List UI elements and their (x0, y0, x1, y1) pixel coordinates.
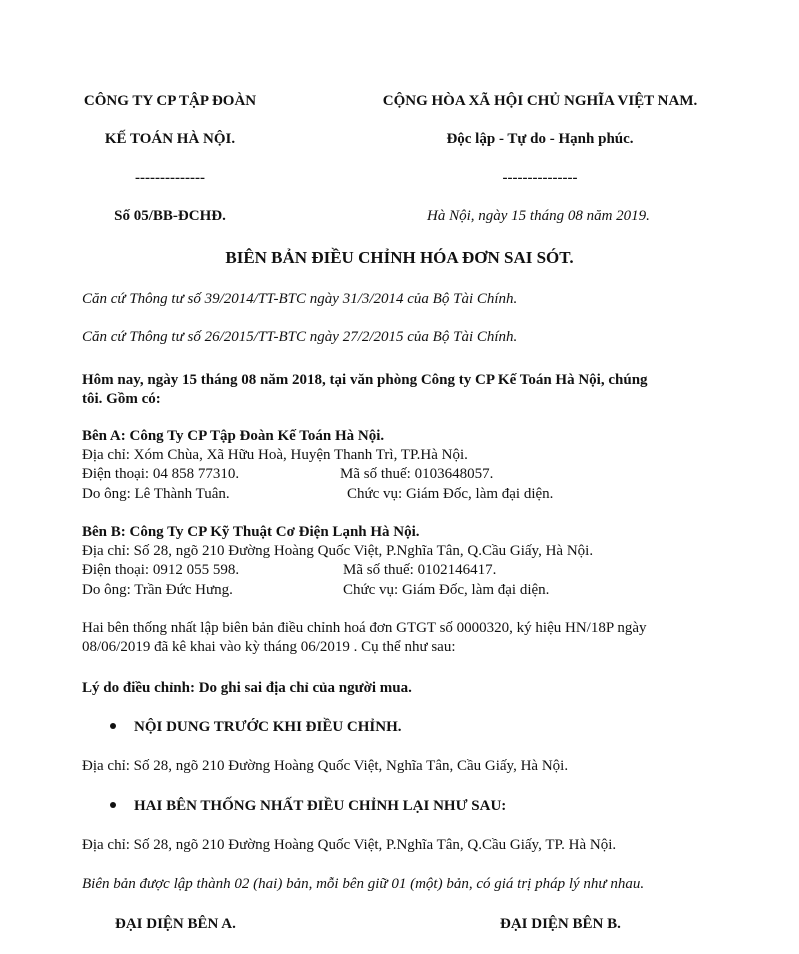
signature-party-a: ĐẠI DIỆN BÊN A. (115, 916, 236, 932)
party-b-phone: Điện thoại: 0912 055 598. (82, 562, 240, 578)
section-before-content: Địa chỉ: Số 28, ngõ 210 Đường Hoàng Quốc Việt, Nghĩa Tân, Cầu Giấy, Hà Nội. (82, 758, 569, 774)
nation-name: CỘNG HÒA XÃ HỘI CHỦ NGHĨA VIỆT NAM. (382, 93, 698, 109)
adjustment-reason: Lý do điều chỉnh: Do ghi sai địa chỉ của người mua. (82, 680, 412, 696)
nation-motto: Độc lập - Tự do - Hạnh phúc. (446, 131, 634, 147)
section-after-content: Địa chỉ: Số 28, ngõ 210 Đường Hoàng Quốc Việt, P.Nghĩa Tân, Q.Cầu Giấy, TP. Hà Nội. (82, 837, 617, 853)
intro-line-2: tôi. Gồm có: (82, 391, 161, 407)
party-a-heading: Bên A: Công Ty CP Tập Đoàn Kế Toán Hà Nội. (82, 428, 385, 444)
party-a-tax: Mã số thuế: 0103648057. (340, 466, 494, 482)
company-name-line2: KẾ TOÁN HÀ NỘI. (104, 131, 236, 147)
agreement-line-1: Hai bên thống nhất lập biên bản điều chỉnh hoá đơn GTGT số 0000320, ký hiệu HN/18P ngày (82, 620, 647, 636)
party-b-position: Chức vụ: Giám Đốc, làm đại diện. (343, 582, 550, 598)
signature-party-b: ĐẠI DIỆN BÊN B. (500, 916, 621, 932)
party-a-address: Địa chỉ: Xóm Chùa, Xã Hữu Hoà, Huyện Thanh Trì, TP.Hà Nội. (82, 447, 468, 463)
bullet-icon (110, 723, 116, 729)
section-after-heading (110, 796, 506, 816)
section-after-heading-text: HAI BÊN THỐNG NHẤT ĐIỀU CHỈNH LẠI NHƯ SAU: (134, 798, 507, 814)
nation-dashes: --------------- (502, 170, 578, 186)
party-b-heading: Bên B: Công Ty CP Kỹ Thuật Cơ Điện Lạnh Hà Nội. (82, 524, 420, 540)
agreement-line-2: 08/06/2019 đã kê khai vào kỳ tháng 06/2019 . Cụ thể như sau: (82, 639, 456, 655)
section-before-heading-text: NỘI DUNG TRƯỚC KHI ĐIỀU CHỈNH. (134, 719, 402, 735)
party-a-phone: Điện thoại: 04 858 77310. (82, 466, 240, 482)
party-a-rep: Do ông: Lê Thành Tuân. (82, 486, 230, 502)
company-dashes: -------------- (135, 170, 205, 186)
company-name-line1: CÔNG TY CP TẬP ĐOÀN (83, 93, 257, 109)
section-before-heading (110, 717, 402, 737)
intro-line-1: Hôm nay, ngày 15 tháng 08 năm 2018, tại văn phòng Công ty CP Kế Toán Hà Nội, chúng (82, 372, 648, 388)
bullet-icon (110, 802, 116, 808)
party-b-address: Địa chỉ: Số 28, ngõ 210 Đường Hoàng Quốc Việt, P.Nghĩa Tân, Q.Cầu Giấy, Hà Nội. (82, 543, 594, 559)
basis-line-2: Căn cứ Thông tư số 26/2015/TT-BTC ngày 27/2/2015 của Bộ Tài Chính. (82, 329, 518, 345)
party-b-rep: Do ông: Trần Đức Hưng. (82, 582, 233, 598)
party-b-tax: Mã số thuế: 0102146417. (343, 562, 497, 578)
doc-number: Số 05/BB-ĐCHĐ. (114, 208, 226, 224)
place-date: Hà Nội, ngày 15 tháng 08 năm 2019. (427, 208, 650, 224)
basis-line-1: Căn cứ Thông tư số 39/2014/TT-BTC ngày 31/3/2014 của Bộ Tài Chính. (82, 291, 518, 307)
document-title: BIÊN BẢN ĐIỀU CHỈNH HÓA ĐƠN SAI SÓT. (225, 248, 574, 267)
closing-statement: Biên bản được lập thành 02 (hai) bản, mỗi bên giữ 01 (một) bản, có giá trị pháp lý như nhau. (82, 876, 645, 892)
party-a-position: Chức vụ: Giám Đốc, làm đại diện. (347, 486, 554, 502)
